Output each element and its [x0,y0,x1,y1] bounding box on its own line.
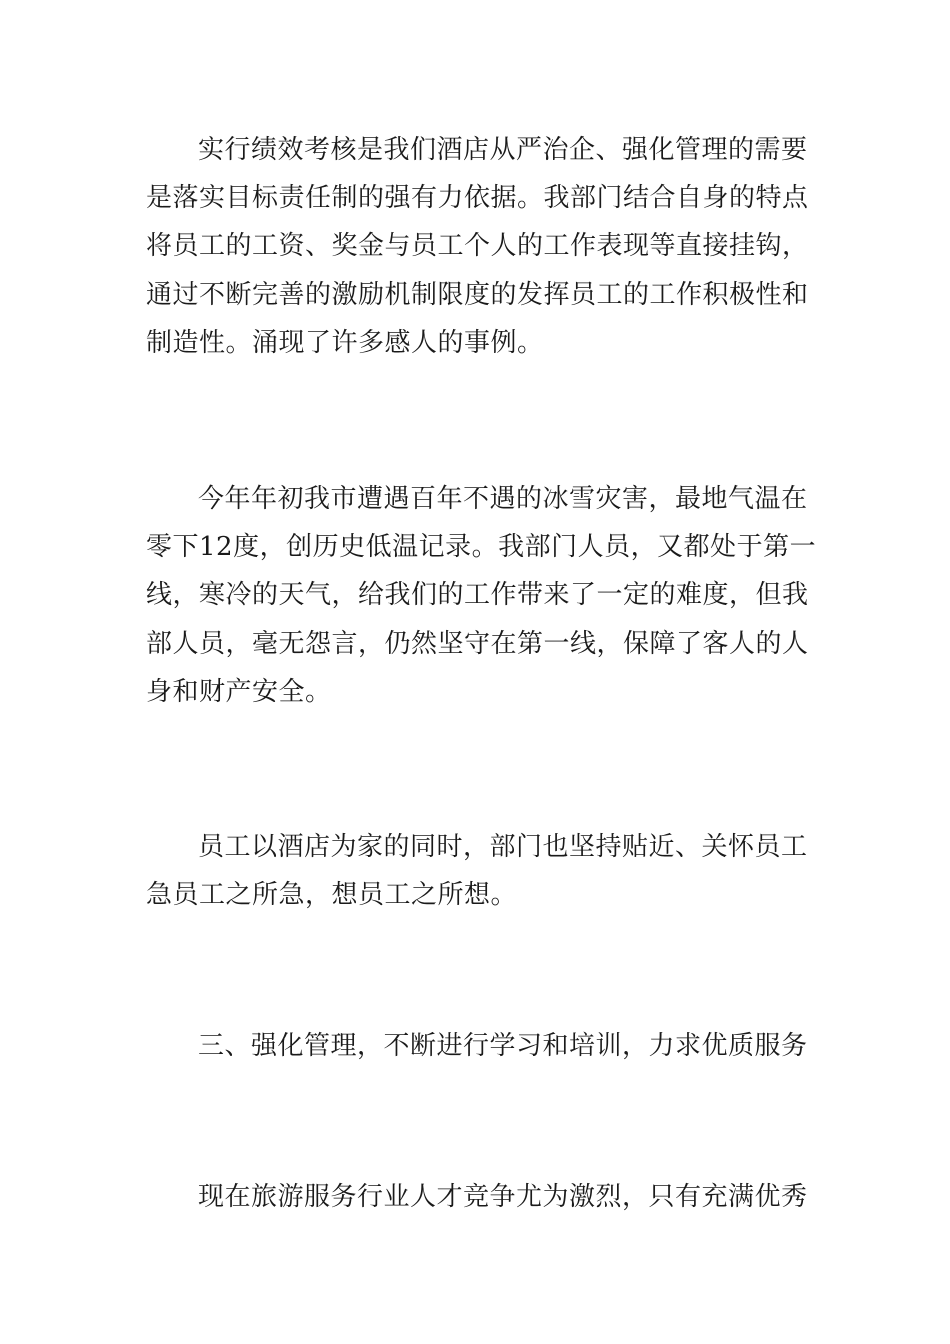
paragraph-3-line-2: 急员工之所急，想员工之所想。 [146,880,518,910]
paragraph-1-line-5: 制造性。涌现了许多感人的事例。 [146,328,544,358]
paragraph-3-line-1: 员工以酒店为家的同时，部门也坚持贴近、关怀员工 [198,832,808,862]
paragraph-1-line-2: 是落实目标责任制的强有力依据。我部门结合自身的特点 [146,183,809,213]
paragraph-2-line-3: 线，寒冷的天气，给我们的工作带来了一定的难度，但我 [146,580,809,610]
paragraph-1-line-1: 实行绩效考核是我们酒店从严治企、强化管理的需要 [198,135,808,165]
paragraph-1-line-4: 通过不断完善的激励机制限度的发挥员工的工作积极性和 [146,280,809,310]
paragraph-2-line-5: 身和财产安全。 [146,677,332,707]
paragraph-2-line-1: 今年年初我市遭遇百年不遇的冰雪灾害，最地气温在 [198,484,808,514]
paragraph-2-line-2: 零下12度，创历史低温记录。我部门人员，又都处于第一 [146,532,817,562]
paragraph-1-line-3: 将员工的工资、奖金与员工个人的工作表现等直接挂钩， [146,231,809,261]
paragraph-2-line-4: 部人员，毫无怨言，仍然坚守在第一线，保障了客人的人 [146,629,809,659]
section-heading: 三、强化管理，不断进行学习和培训，力求优质服务 [198,1031,808,1061]
paragraph-5-line-1: 现在旅游服务行业人才竞争尤为激烈，只有充满优秀 [198,1182,808,1212]
